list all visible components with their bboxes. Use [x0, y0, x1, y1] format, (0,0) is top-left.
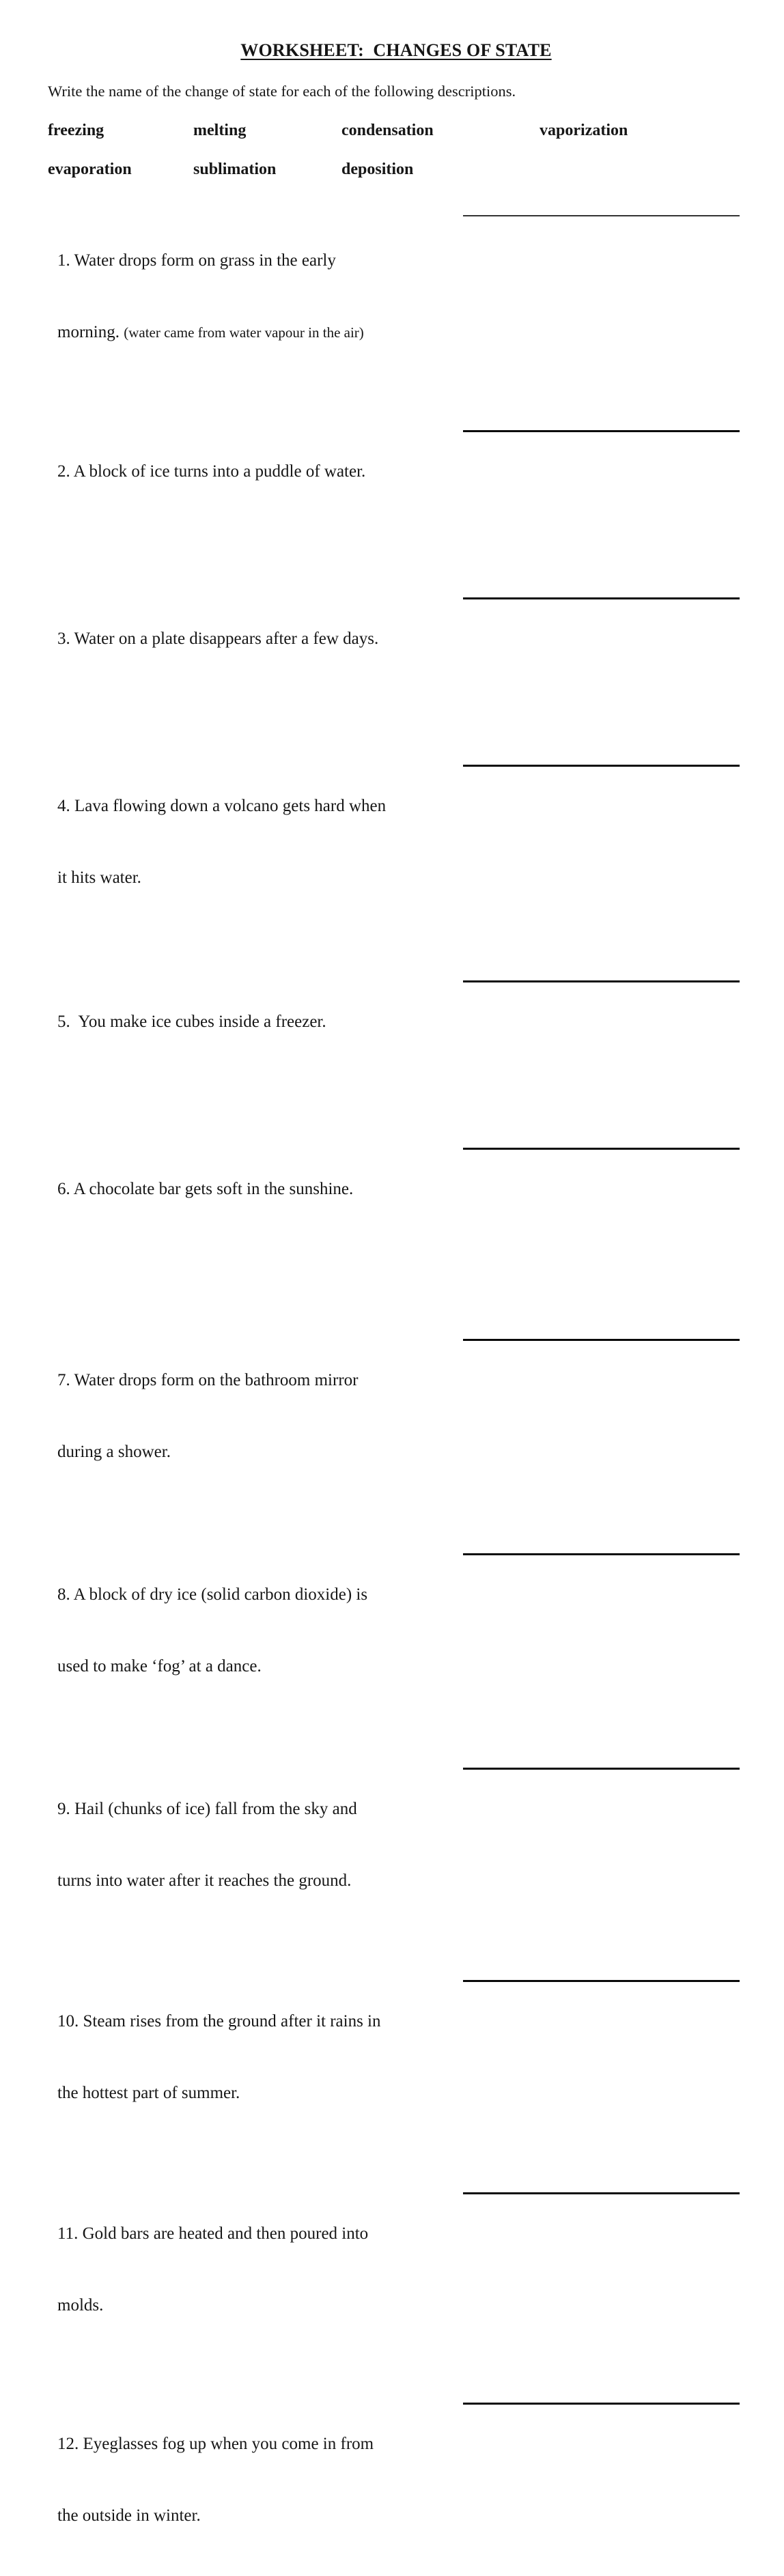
- word-bank-term-evaporation: evaporation: [48, 160, 132, 178]
- word-bank-term-condensation: condensation: [341, 122, 434, 139]
- question-row-10: [57, 1962, 744, 2153]
- answer-blank-5[interactable]: [463, 962, 740, 982]
- question-row-4: [57, 746, 744, 938]
- question-3-text: [57, 579, 455, 722]
- answer-blank-10[interactable]: [463, 1962, 740, 1982]
- question-9-line2: turns into water after it reaches the ground.: [57, 1871, 352, 1890]
- answer-blank-7[interactable]: [463, 1320, 740, 1341]
- answer-blank-3[interactable]: [463, 579, 740, 599]
- question-10-line2: the hottest part of summer.: [57, 2084, 240, 2102]
- word-bank-term-vaporization: vaporization: [540, 122, 628, 139]
- question-3-line1: 3. Water on a plate disappears after a few days.: [57, 629, 379, 648]
- question-2-text: [57, 412, 455, 555]
- question-row-7: [57, 1320, 744, 1512]
- question-4-line2: it hits water.: [57, 868, 141, 887]
- question-row-6: [57, 1129, 744, 1273]
- question-6-text: [57, 1129, 455, 1273]
- word-bank-term-sublimation: sublimation: [193, 160, 277, 178]
- word-bank-term-freezing: freezing: [48, 122, 104, 139]
- answer-blank-2[interactable]: [463, 412, 740, 432]
- question-1-line2: morning. (water came from water vapour in the air): [57, 323, 364, 341]
- question-row-12: [57, 2384, 744, 2576]
- question-7-text: [57, 1320, 455, 1512]
- answer-blank-8[interactable]: [463, 1535, 740, 1555]
- question-8-line1: 8. A block of dry ice (solid carbon dioxide) is: [57, 1585, 368, 1604]
- question-8-text: [57, 1535, 455, 1727]
- word-bank-term-melting: melting: [193, 122, 247, 139]
- question-1-note: (water came from water vapour in the air): [124, 324, 364, 341]
- question-row-9: [57, 1749, 744, 1941]
- question-row-11: [57, 2174, 744, 2366]
- question-row-8: [57, 1535, 744, 1727]
- word-bank: [48, 121, 744, 179]
- question-6-line1: 6. A chocolate bar gets soft in the sunshine.: [57, 1180, 354, 1198]
- answer-blank-12[interactable]: [463, 2384, 740, 2405]
- answer-blank-11[interactable]: [463, 2174, 740, 2194]
- question-1-line1: 1. Water drops form on grass in the early: [57, 251, 336, 270]
- answer-blank-4[interactable]: [463, 746, 740, 767]
- answer-blank-9[interactable]: [463, 1749, 740, 1770]
- question-11-text: [57, 2174, 455, 2366]
- question-7-line1: 7. Water drops form on the bathroom mirror: [57, 1371, 359, 1389]
- question-list: [48, 201, 744, 2576]
- instructions-text: Write the name of the change of state for each of the following descriptions.: [48, 83, 516, 100]
- question-8-line2: used to make ‘fog’ at a dance.: [57, 1657, 262, 1675]
- question-5-text: [57, 962, 455, 1105]
- question-row-2: [57, 412, 744, 555]
- question-9-text: [57, 1749, 455, 1941]
- question-10-line1: 10. Steam rises from the ground after it rains in: [57, 2012, 381, 2030]
- page-title: WORKSHEET: CHANGES OF STATE: [240, 40, 552, 60]
- question-row-5: [57, 962, 744, 1105]
- question-9-line1: 9. Hail (chunks of ice) fall from the sky and: [57, 1800, 357, 1818]
- question-5-line1: 5. You make ice cubes inside a freezer.: [57, 1013, 326, 1031]
- question-4-text: [57, 746, 455, 938]
- question-row-1: [57, 201, 744, 393]
- question-10-text: [57, 1962, 455, 2153]
- question-12-text: [57, 2384, 455, 2576]
- question-11-line1: 11. Gold bars are heated and then poured into: [57, 2224, 369, 2243]
- question-11-line2: molds.: [57, 2296, 104, 2315]
- answer-blank-1[interactable]: [463, 201, 740, 216]
- answer-blank-6[interactable]: [463, 1129, 740, 1150]
- question-1-text: [57, 201, 455, 393]
- question-12-line1: 12. Eyeglasses fog up when you come in from: [57, 2435, 374, 2453]
- word-bank-term-deposition: deposition: [341, 160, 414, 178]
- question-2-line1: 2. A block of ice turns into a puddle of water.: [57, 462, 366, 481]
- question-12-line2: the outside in winter.: [57, 2506, 201, 2525]
- question-7-line2: during a shower.: [57, 1443, 171, 1461]
- question-row-3: [57, 579, 744, 722]
- question-4-line1: 4. Lava flowing down a volcano gets hard when: [57, 797, 387, 815]
